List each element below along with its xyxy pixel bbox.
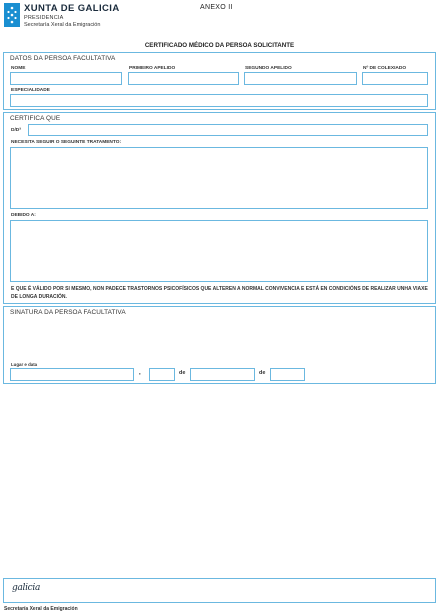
tratamento-textarea[interactable] — [10, 147, 428, 209]
primeiro-apelido-label: PRIMEIRO APELIDO — [129, 66, 176, 71]
place-date-label: Lugar e data — [11, 362, 38, 367]
section-signature-title: SINATURA DA PERSOA FACULTATIVA — [10, 309, 126, 316]
section-doctor-data-title: DATOS DA PERSOA FACULTATIVA — [10, 55, 116, 62]
dna-field[interactable] — [28, 124, 428, 136]
day-field[interactable] — [149, 368, 175, 381]
especialidade-label: ESPECIALIDADE — [11, 88, 50, 93]
xunta-shield-icon — [4, 3, 20, 27]
place-field[interactable] — [10, 368, 134, 381]
section-certifies-title: CERTIFICA QUE — [10, 115, 61, 122]
de-separator-2: de — [259, 370, 266, 376]
annex-label: ANEXO II — [200, 4, 233, 11]
segundo-apelido-label: SEGUNDO APELIDO — [245, 66, 292, 71]
comma-separator: , — [139, 370, 141, 376]
primeiro-apelido-field[interactable] — [128, 72, 239, 85]
org-name: XUNTA DE GALICIA — [24, 3, 120, 14]
org-subdepartment: Secretaría Xeral da Emigración — [24, 22, 101, 28]
nome-field[interactable] — [10, 72, 122, 85]
footer-text: Secretaría Xeral da Emigración — [4, 606, 78, 612]
debido-label: DEBIDO A: — [11, 213, 36, 218]
de-separator-1: de — [179, 370, 186, 376]
colexiado-field[interactable] — [362, 72, 428, 85]
nome-label: NOME — [11, 66, 26, 71]
year-field[interactable] — [270, 368, 305, 381]
colexiado-label: Nº DE COLEXIADO — [363, 66, 407, 71]
galicia-logo: galicia — [12, 583, 41, 593]
debido-textarea[interactable] — [10, 220, 428, 282]
org-department: PRESIDENCIA — [24, 15, 64, 21]
segundo-apelido-field[interactable] — [244, 72, 357, 85]
certification-statement: E QUE É VÁLIDO POR SI MESMO, NON PADECE TRASTORNOS PSICOFÍSICOS QUE ALTEREN A NORMAL CONVIVENCIA E ESTÁ EN CONDICIÓNS DE REALIZAR UNHA VIAXE DE LONGA DURACIÓN. — [11, 286, 428, 300]
document-title: CERTIFICADO MÉDICO DA PERSOA SOLICITANTE — [144, 42, 295, 49]
footer-box — [3, 578, 436, 603]
especialidade-field[interactable] — [10, 94, 428, 107]
dna-label: D/Dª — [11, 128, 22, 133]
tratamento-label: NECESITA SEGUIR O SEGUINTE TRATAMENTO: — [11, 140, 122, 145]
month-field[interactable] — [190, 368, 255, 381]
